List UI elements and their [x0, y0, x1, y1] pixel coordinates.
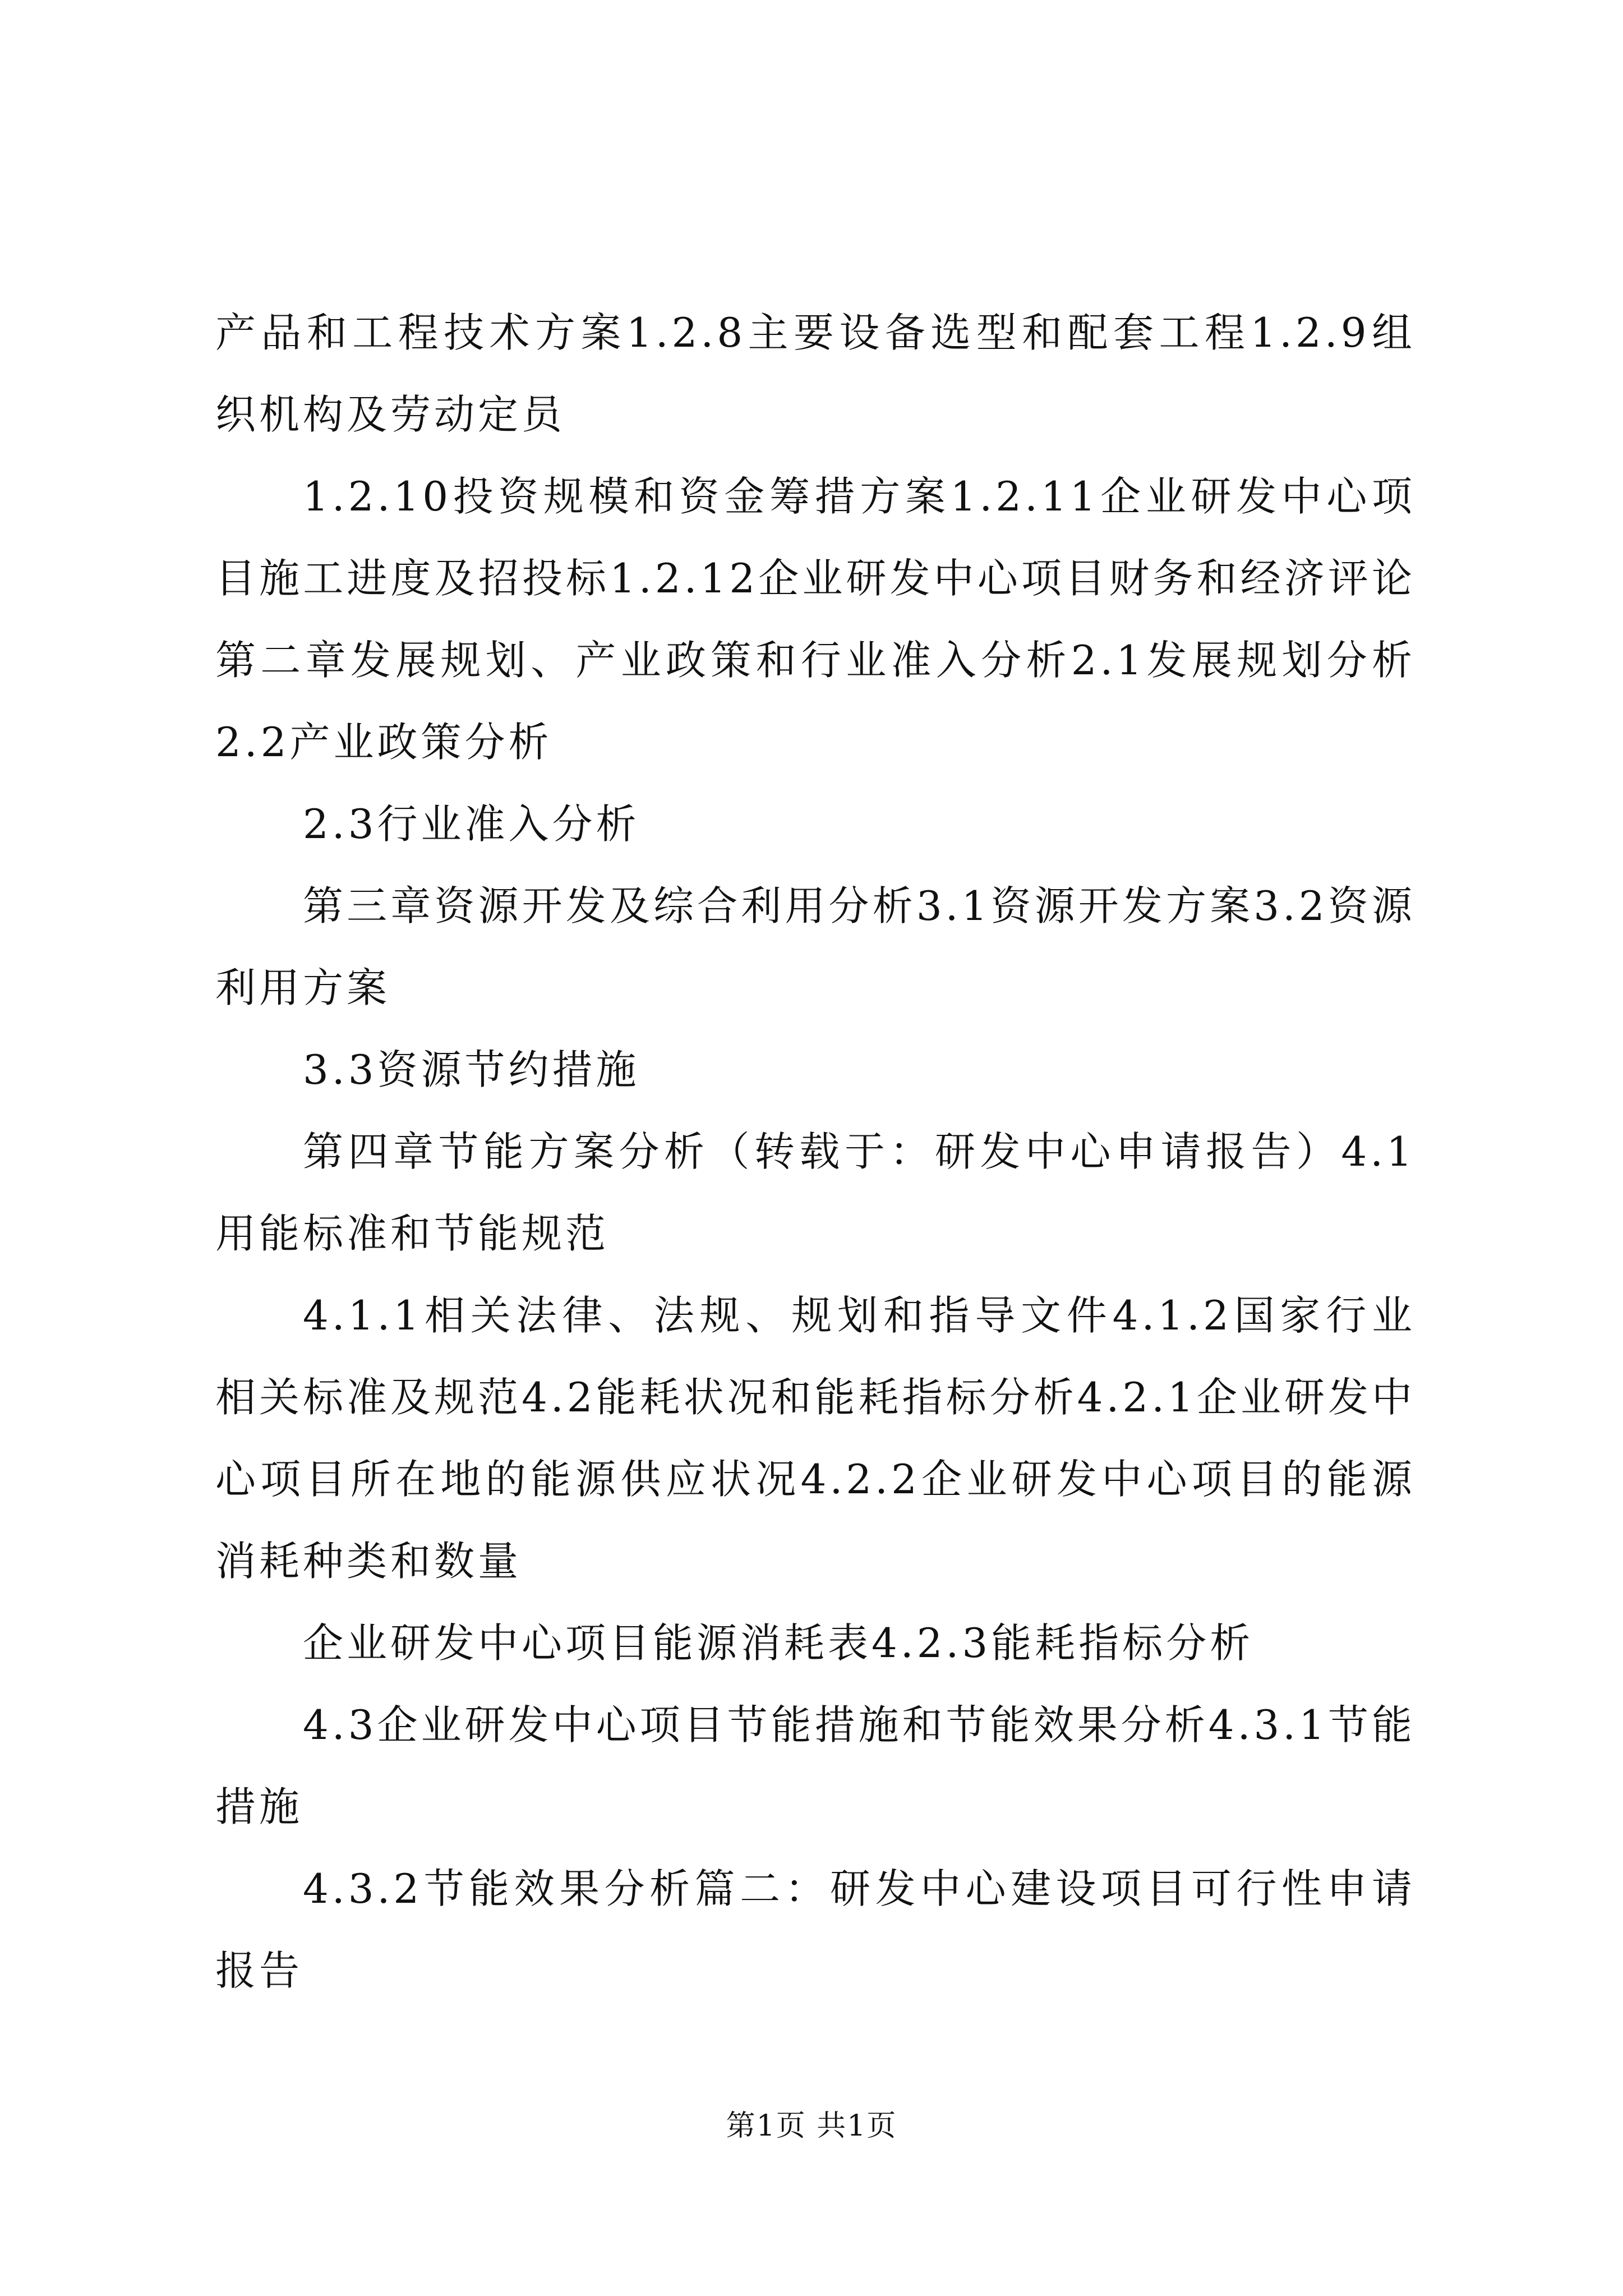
paragraph-2: 1.2.10投资规模和资金筹措方案1.2.11企业研发中心项目施工进度及招投标1.2.12企业研发中心项目财务和经济评论第二章发展规划、产业政策和行业准入分析2.1发展规划分析2.2产业政策分析 — [215, 473, 1415, 766]
paragraph-8: 企业研发中心项目能源消耗表4.2.3能耗指标分析 — [303, 1619, 1254, 1667]
paragraph-10: 4.3.2节能效果分析篇二：研发中心建设项目可行性申请报告 — [215, 1865, 1415, 1994]
paragraph-3: 2.3行业准入分析 — [303, 800, 640, 848]
paragraph-6: 第四章节能方案分析（转载于：研发中心申请报告）4.1用能标准和节能规范 — [215, 1128, 1415, 1257]
page-footer: 第1页 共1页 — [726, 2109, 897, 2143]
paragraph-1: 产品和工程技术方案1.2.8主要设备选型和配套工程1.2.9组织机构及劳动定员 — [215, 309, 1415, 438]
document-body — [215, 292, 1415, 2012]
paragraph-5: 3.3资源节约措施 — [303, 1046, 640, 1093]
paragraph-7: 4.1.1相关法律、法规、规划和指导文件4.1.2国家行业相关标准及规范4.2能耗状况和能耗指标分析4.2.1企业研发中心项目所在地的能源供应状况4.2.2企业研发中心项目的能源消耗种类和数量 — [215, 1292, 1415, 1585]
paragraph-4: 第三章资源开发及综合利用分析3.1资源开发方案3.2资源利用方案 — [215, 882, 1415, 1011]
paragraph-9: 4.3企业研发中心项目节能措施和节能效果分析4.3.1节能措施 — [215, 1701, 1415, 1830]
